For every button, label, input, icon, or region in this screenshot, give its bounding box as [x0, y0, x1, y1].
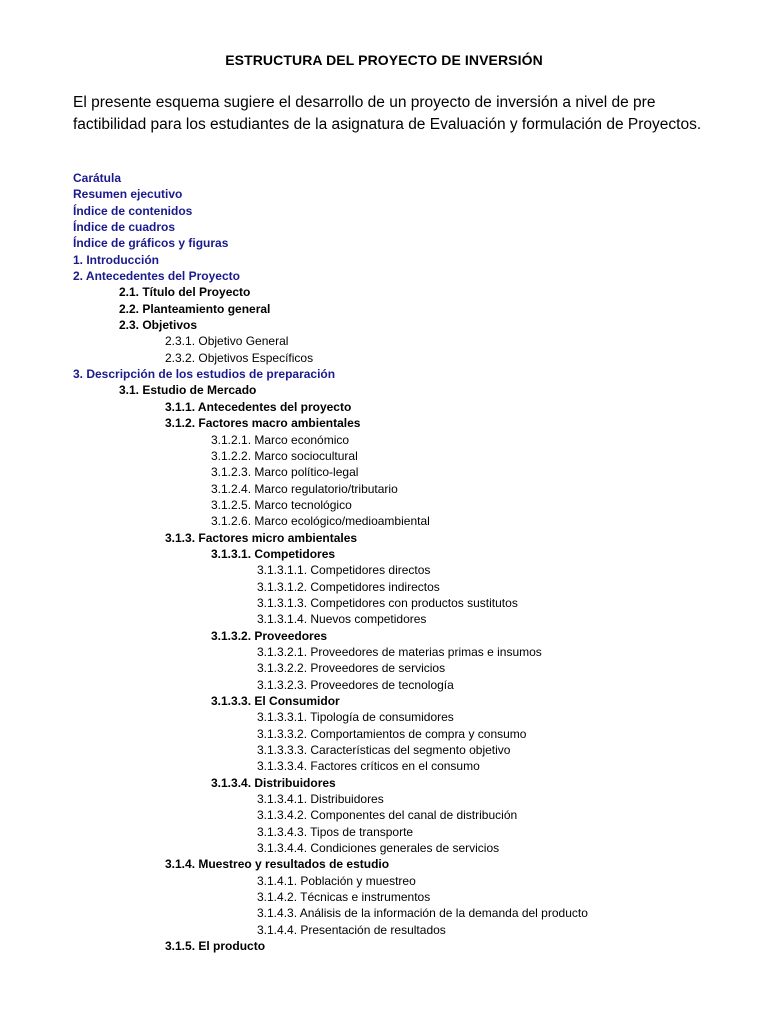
toc-entry: 3.1.3.2.2. Proveedores de servicios	[257, 661, 446, 676]
toc-entry: 2. Antecedentes del Proyecto	[73, 269, 240, 284]
toc-entry: 1. Introducción	[73, 252, 160, 267]
toc-entry: 3.1.2.3. Marco político-legal	[211, 465, 359, 480]
table-of-contents	[73, 170, 753, 955]
toc-entry: 3.1.3.4.2. Componentes del canal de distribución	[257, 808, 518, 823]
toc-entry: 3.1.3.1.1. Competidores directos	[257, 563, 431, 578]
toc-entry: 3.1.3.1.4. Nuevos competidores	[257, 612, 427, 627]
toc-entry: 3.1.4.4. Presentación de resultados	[257, 922, 446, 937]
toc-entry: 3.1.2.6. Marco ecológico/medioambiental	[211, 514, 430, 529]
toc-entry: 3.1.3.3.2. Comportamientos de compra y consumo	[257, 726, 527, 741]
toc-entry: 3.1.3.1. Competidores	[211, 546, 336, 561]
toc-entry: 3.1.3.1.2. Competidores indirectos	[257, 579, 440, 594]
toc-entry: Carátula	[73, 171, 122, 185]
toc-entry: Índice de gráficos y figuras	[73, 236, 229, 251]
toc-entry: 3.1.3.3.4. Factores críticos en el consumo	[257, 759, 480, 774]
toc-entry: 3.1.4. Muestreo y resultados de estudio	[165, 857, 390, 872]
toc-entry: 3.1.3.3.1. Tipología de consumidores	[257, 710, 454, 725]
document-title: ESTRUCTURA DEL PROYECTO DE INVERSIÓN	[225, 52, 543, 68]
toc-entry: 3.1.5. El producto	[165, 939, 266, 954]
toc-entry: Resumen ejecutivo	[73, 187, 183, 202]
toc-entry: 3.1.3.3. El Consumidor	[211, 694, 340, 708]
toc-entry: 2.3.2. Objetivos Específicos	[165, 350, 314, 365]
toc-entry: 3.1.3.1.3. Competidores con productos sustitutos	[257, 595, 518, 610]
toc-entry: 3.1.3.2. Proveedores	[211, 628, 328, 643]
toc-entry: 2.3.1. Objetivo General	[165, 334, 289, 349]
intro-paragraph: El presente esquema sugiere el desarrollo de un proyecto de inversión a nivel de pre factibilidad para los estudiantes de la asignatura de Evaluación y formulación de Proyectos.	[73, 94, 702, 133]
toc-entry: 3.1.3.2.3. Proveedores de tecnología	[257, 677, 454, 692]
toc-entry: 3.1.3.4.1. Distribuidores	[257, 792, 384, 807]
toc-entry: Índice de contenidos	[73, 203, 193, 218]
toc-entry: 3.1.3. Factores micro ambientales	[165, 530, 358, 545]
toc-entry: 3.1.4.2. Técnicas e instrumentos	[257, 890, 431, 905]
toc-entry: 3.1.2. Factores macro ambientales	[165, 416, 361, 431]
toc-entry: 2.2. Planteamiento general	[119, 301, 271, 316]
toc-entry: 3.1.3.4. Distribuidores	[211, 775, 336, 790]
toc-entry: 3.1.4.3. Análisis de la información de la demanda del producto	[257, 906, 588, 921]
toc-entry: 3.1.2.4. Marco regulatorio/tributario	[211, 481, 398, 496]
toc-entry: 3. Descripción de los estudios de preparación	[73, 367, 336, 382]
toc-entry: 2.1. Título del Proyecto	[119, 285, 251, 300]
toc-entry: 3.1.2.1. Marco económico	[211, 432, 350, 447]
toc-entry: 3.1.1. Antecedentes del proyecto	[165, 399, 352, 414]
toc-entry: 3.1.2.5. Marco tecnológico	[211, 497, 352, 512]
toc-entry: 3.1.3.2.1. Proveedores de materias primas e insumos	[257, 644, 542, 659]
toc-entry: 3.1.4.1. Población y muestreo	[257, 873, 416, 888]
toc-entry: 3.1.3.4.4. Condiciones generales de servicios	[257, 841, 500, 856]
toc-entry: Índice de cuadros	[73, 220, 176, 235]
toc-entry: 3.1.2.2. Marco sociocultural	[211, 448, 358, 463]
toc-entry: 3.1. Estudio de Mercado	[119, 383, 257, 398]
toc-entry: 3.1.3.4.3. Tipos de transporte	[257, 824, 414, 839]
toc-entry: 2.3. Objetivos	[119, 318, 198, 333]
toc-entry: 3.1.3.3.3. Características del segmento objetivo	[257, 743, 511, 758]
